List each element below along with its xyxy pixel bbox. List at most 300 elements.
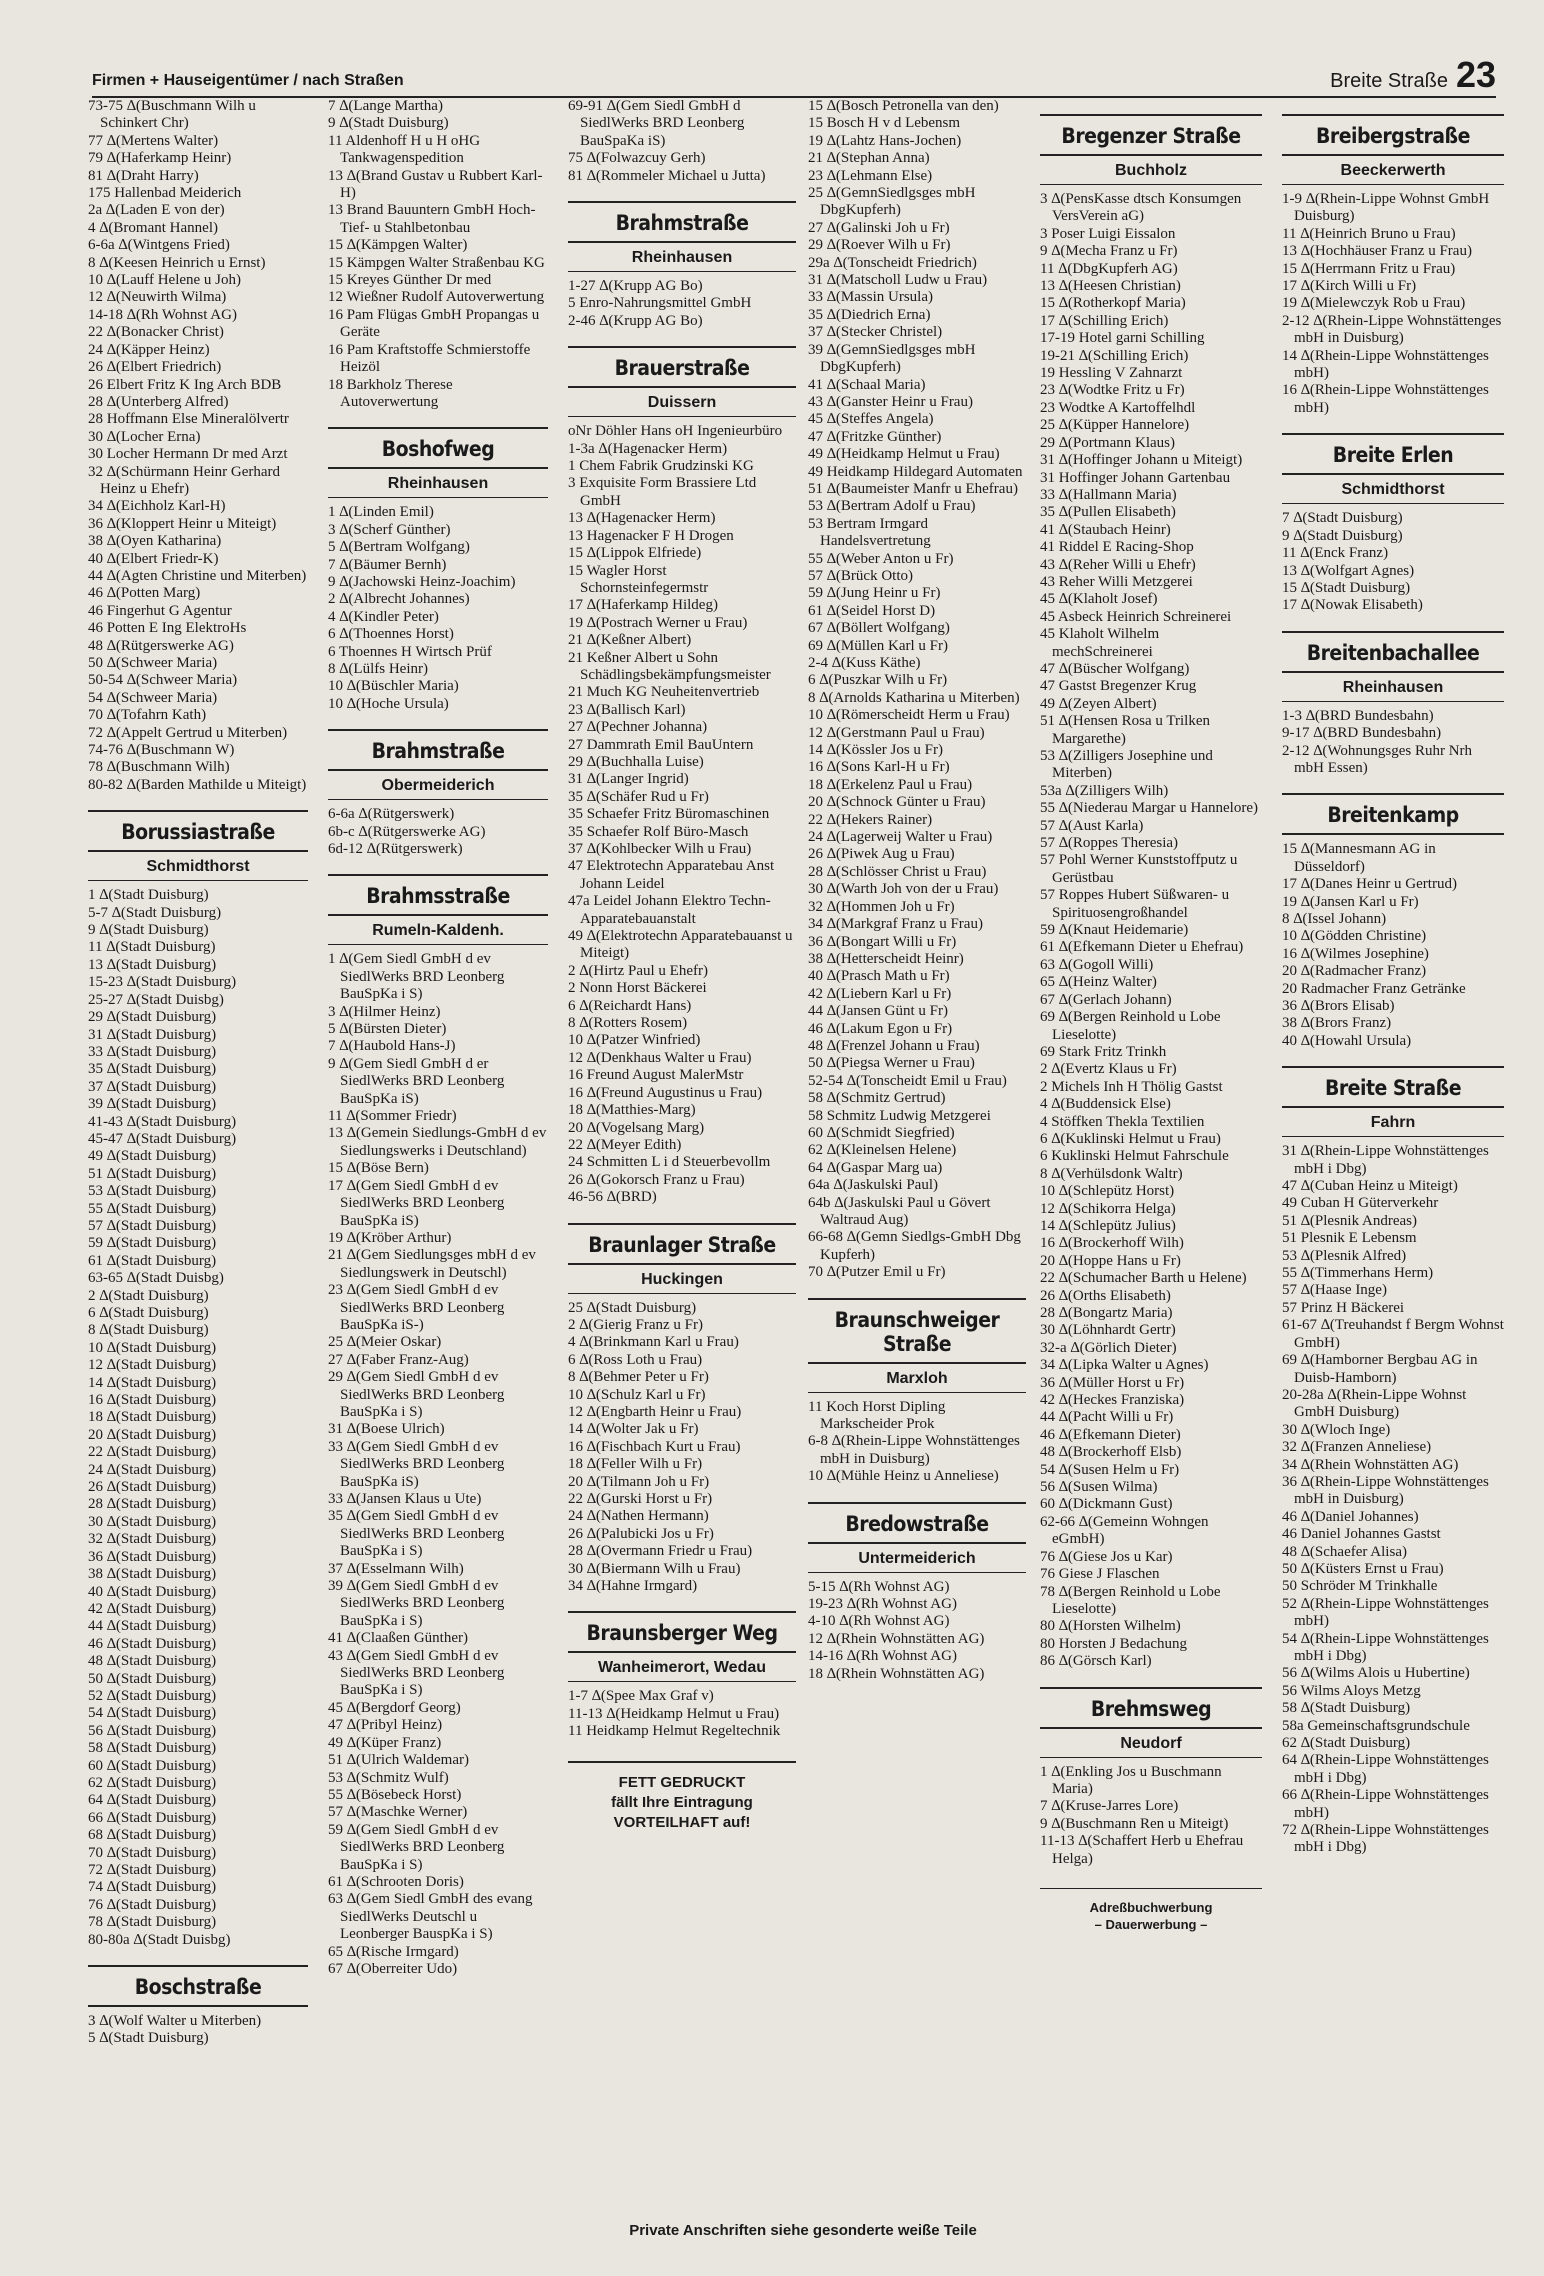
directory-entry: 2 ∆(Gierig Franz u Fr) [568,1316,703,1333]
directory-entry: 11 Koch Horst Dipling Markscheider Prok [808,1398,946,1433]
directory-entry: 6-6a ∆(Wintgens Fried) [88,237,230,254]
directory-entry: 69 ∆(Hamborner Bergbau AG in Duisb-Hamborn) [1282,1352,1478,1386]
directory-entry: 26 ∆(Piwek Aug u Frau) [808,846,955,863]
directory-entry: 25 ∆(Küpper Hannelore) [1040,417,1190,434]
street-section [328,874,548,945]
directory-entry: 33 ∆(Massin Ursula) [808,289,933,306]
directory-entry: 32-a ∆(Görlich Dieter) [1040,1339,1177,1356]
directory-entry: 30 Locher Hermann Dr med Arzt [88,446,288,463]
directory-entry: 20 Radmacher Franz Getränke [1282,980,1466,997]
directory-entry: 62 ∆(Kleinelsen Helene) [808,1142,957,1159]
directory-entry: 19 ∆(Jansen Karl u Fr) [1282,893,1419,910]
directory-entry: 31 ∆(Matscholl Ludw u Frau) [808,272,988,289]
directory-entry: 15 ∆(Stadt Duisburg) [1282,579,1411,596]
directory-entry: 20 ∆(Stadt Duisburg) [88,1426,217,1443]
directory-entry: 28 ∆(Bongartz Maria) [1040,1305,1173,1321]
directory-entry: 12 ∆(Gerstmann Paul u Frau) [808,724,985,741]
directory-entry: 44 ∆(Agten Christine und Miterben) [88,567,307,584]
directory-entry: 13 ∆(Stadt Duisburg) [88,956,217,973]
directory-entry: 66-68 ∆(Gemn Siedlgs-GmbH Dbg Kupferh) [808,1229,1021,1263]
column-6 [1282,98,1504,1857]
directory-entry: 36 ∆(Kloppert Heinr u Miteigt) [88,515,277,532]
directory-entry: 1-3 ∆(BRD Bundesbahn) [1282,707,1434,724]
directory-entry: 1-9 ∆(Rhein-Lippe Wohnst GmbH Duisburg) [1282,191,1490,225]
directory-entry: 36 ∆(Stadt Duisburg) [88,1548,217,1565]
notice-line-2: fällt Ihre Eintragung [611,1793,753,1811]
directory-entry: 15 Kreyes Günther Dr med [328,272,492,289]
street-heading: Brahmstraße [568,201,796,243]
directory-entry: 15 Wagler Horst Schornsteinfegermstr [568,562,709,596]
directory-entry: 12 ∆(Engbarth Heinr u Frau) [568,1403,742,1420]
directory-entry: 30 ∆(Wloch Inge) [1282,1421,1391,1438]
directory-entry: 53 ∆(Bertram Adolf u Frau) [808,498,976,515]
directory-entry: 6 ∆(Ross Loth u Frau) [568,1351,703,1368]
directory-entry: 21 Much KG Neuheitenvertrieb [568,684,760,701]
directory-entry: 16 Pam Flügas GmbH Propangas u Geräte [328,306,540,341]
directory-entry: 62 ∆(Stadt Duisburg) [88,1774,217,1791]
street-heading: Breibergstraße [1282,114,1504,156]
directory-entry: 48 ∆(Schaefer Alisa) [1282,1543,1407,1560]
street-heading: Braunlager Straße [568,1223,796,1265]
directory-entry: 46 Daniel Johannes Gastst [1282,1526,1441,1543]
directory-entry: 68 ∆(Stadt Duisburg) [88,1827,217,1844]
directory-entry: 43 ∆(Gem Siedl GmbH d ev SiedlWerks BRD Leonberg BauSpKa i S) [328,1647,505,1699]
directory-entry: 16 ∆(Fischbach Kurt u Frau) [568,1438,741,1455]
directory-entry: 4 ∆(Bromant Hannel) [88,219,218,236]
directory-entry: 44 ∆(Pacht Willi u Fr) [1040,1409,1174,1426]
directory-entry: 66 ∆(Stadt Duisburg) [88,1809,217,1826]
directory-entry: 10 ∆(Büschler Maria) [328,678,459,695]
directory-entry: 58a Gemeinschaftsgrundschule [1282,1717,1470,1734]
directory-entry: 14-18 ∆(Rh Wohnst AG) [88,306,237,323]
directory-entry: 23 Wodtke A Kartoffelhdl [1040,399,1196,416]
directory-entry: 9 ∆(Stadt Duisburg) [1282,527,1403,544]
directory-entry: 40 ∆(Elbert Friedr-K) [88,550,219,567]
directory-entry: 13 ∆(Hagenacker Herm) [568,510,716,527]
directory-entry: 26 ∆(Orths Elisabeth) [1040,1287,1171,1304]
directory-entry: 51 ∆(Plesnik Andreas) [1282,1212,1417,1229]
directory-entry: 81 ∆(Rommeler Michael u Jutta) [568,167,766,184]
directory-entry: 15 Bosch H v d Lebensm [808,115,961,132]
directory-entry: 7 ∆(Haubold Hans-J) [328,1038,456,1055]
directory-entry: 9 ∆(Mecha Franz u Fr) [1040,243,1178,260]
street-section [88,1965,308,2007]
directory-entry: 6 ∆(Kuklinski Helmut u Frau) [1040,1130,1221,1147]
directory-entry: 46 ∆(Efkemann Dieter) [1040,1426,1181,1443]
directory-entry: 19 Hessling V Zahnarzt [1040,365,1183,382]
district-heading: Schmidthorst [1282,475,1504,504]
directory-entry: 13 ∆(Wolfgart Agnes) [1282,562,1415,579]
street-heading: Braunschweiger Straße [808,1298,1026,1364]
directory-entry: 13 Hagenacker F H Drogen [568,527,734,544]
directory-entry: 54 ∆(Susen Helm u Fr) [1040,1461,1180,1478]
directory-entry: 5-7 ∆(Stadt Duisburg) [88,904,222,921]
directory-entry: 12 Wießner Rudolf Autoverwertung [328,289,545,306]
directory-entry: 41 ∆(Staubach Heinr) [1040,521,1171,538]
district-heading: Neudorf [1040,1729,1262,1758]
directory-entry: 29 ∆(Roever Wilh u Fr) [808,237,951,254]
directory-entry: 50-54 ∆(Schweer Maria) [88,672,238,689]
directory-entry: 39 ∆(Gem Siedl GmbH d ev SiedlWerks BRD Leonberg BauSpKa i S) [328,1578,505,1629]
directory-entry: 2-46 ∆(Krupp AG Bo) [568,312,703,329]
district-heading: Rumeln-Kaldenh. [328,916,548,945]
directory-entry: 26 ∆(Stadt Duisburg) [88,1479,217,1496]
directory-entry: 26 Elbert Fritz K Ing Arch BDB [88,376,282,393]
directory-entry: 49 ∆(Heidkamp Helmut u Frau) [808,446,1000,463]
directory-entry: 31 ∆(Langer Ingrid) [568,771,689,788]
directory-entry: 18 ∆(Feller Wilh u Fr) [568,1456,703,1473]
directory-entry: 10 ∆(Lauff Helene u Joh) [88,272,242,289]
directory-entry: 35 ∆(Pullen Elisabeth) [1040,504,1176,521]
directory-entry: 61 ∆(Efkemann Dieter u Ehefrau) [1040,939,1244,956]
directory-entry: 72 ∆(Rhein-Lippe Wohnstättenges mbH i Dbg) [1282,1822,1489,1856]
directory-entry: 24 ∆(Lagerweij Walter u Frau) [808,829,993,846]
directory-entry: 28 Hoffmann Else Mineralölvertr [88,411,289,428]
directory-entry: 67 ∆(Böllert Wolfgang) [808,620,950,637]
directory-entry: 46 ∆(Daniel Johannes) [1282,1508,1419,1525]
directory-entry: 69 ∆(Müllen Karl u Fr) [808,637,948,654]
directory-entry: 17 ∆(Schilling Erich) [1040,312,1169,329]
directory-entry: 63-65 ∆(Stadt Duisbg) [88,1270,224,1287]
street-section [328,427,548,498]
directory-entry: 25 ∆(Stadt Duisburg) [568,1299,697,1316]
directory-entry: 74 ∆(Stadt Duisburg) [88,1879,217,1896]
directory-entry: 41-43 ∆(Stadt Duisburg) [88,1113,237,1130]
directory-entry: 30 ∆(Löhnhardt Gertr) [1040,1322,1176,1339]
directory-entry: 65 ∆(Rische Irmgard) [328,1943,459,1960]
district-heading: Schmidthorst [88,852,308,881]
directory-entry: 18 ∆(Rhein Wohnstätten AG) [808,1665,985,1682]
directory-entry: 50 ∆(Schweer Maria) [88,655,218,671]
directory-entry: 78 ∆(Buschmann Wilh) [88,759,230,776]
directory-entry: 46 Potten E Ing ElektroHs [88,620,247,637]
directory-entry: 64 ∆(Rhein-Lippe Wohnstättenges mbH i Dbg) [1282,1752,1489,1786]
directory-entry: 1-27 ∆(Krupp AG Bo) [568,278,703,295]
directory-entry: 53a ∆(Zilligers Wilh) [1040,782,1169,799]
district-heading: Fahrn [1282,1108,1504,1137]
directory-entry: 4 ∆(Brinkmann Karl u Frau) [568,1334,739,1351]
district-heading: Untermeiderich [808,1544,1026,1573]
directory-entry: 1 ∆(Linden Emil) [328,504,434,521]
directory-entry: 20 ∆(Radmacher Franz) [1282,963,1427,980]
directory-entry: 31 ∆(Hoffinger Johann u Miteigt) [1040,452,1243,469]
directory-entry: 31 ∆(Boese Ulrich) [328,1421,445,1438]
directory-entry: 6-6a ∆(Rütgerswerk) [328,806,455,823]
directory-entry: 35 ∆(Diedrich Erna) [808,306,931,323]
directory-entry: 1-3a ∆(Hagenacker Herm) [568,440,728,457]
directory-entry: 11-13 ∆(Heidkamp Helmut u Frau) [568,1705,780,1722]
street-heading: Breite Straße [1282,1066,1504,1108]
directory-entry: 32 ∆(Stadt Duisburg) [88,1531,217,1548]
street-heading: Breitenbachallee [1282,631,1504,673]
directory-entry: 58 ∆(Stadt Duisburg) [1282,1700,1411,1717]
directory-entry: 22 ∆(Bonacker Christ) [88,324,224,341]
directory-entry: 86 ∆(Görsch Karl) [1040,1653,1152,1670]
directory-entry: 9 ∆(Buschmann Ren u Miteigt) [1040,1815,1229,1832]
street-heading: Brehmsweg [1040,1687,1262,1729]
directory-entry: 3 ∆(PensKasse dtsch Konsumgen VersVerein aG) [1040,191,1242,225]
directory-entry: 8 ∆(Lülfs Heinr) [328,660,428,677]
directory-entry: 46 Fingerhut G Agentur [88,602,232,619]
directory-entry: 57 ∆(Maschke Werner) [328,1804,468,1821]
header-street-range [1330,54,1496,96]
directory-entry: 66 ∆(Rhein-Lippe Wohnstättenges mbH) [1282,1787,1489,1821]
directory-entry: 45 ∆(Klaholt Josef) [1040,591,1158,608]
directory-entry: 36 ∆(Müller Horst u Fr) [1040,1374,1185,1391]
directory-entry: 33 ∆(Jansen Klaus u Ute) [328,1491,482,1507]
directory-entry: 3 Poser Luigi Eissalon [1040,225,1176,242]
street-section [568,1223,796,1294]
directory-entry: 60 ∆(Dickmann Gust) [1040,1496,1173,1513]
directory-entry: 76 ∆(Giese Jos u Kar) [1040,1548,1173,1565]
directory-entry: 80-80a ∆(Stadt Duisbg) [88,1931,231,1948]
directory-entry: 46 ∆(Lakum Egon u Fr) [808,1020,953,1037]
directory-entry: 27 Dammrath Emil BauUntern [568,736,754,753]
directory-entry: 12 ∆(Schikorra Helga) [1040,1200,1176,1217]
directory-entry: 44 ∆(Jansen Günt u Fr) [808,1003,948,1020]
directory-entry: 23 ∆(Gem Siedl GmbH d ev SiedlWerks BRD Leonberg BauSpKa iS-) [328,1282,505,1333]
directory-entry: 64b ∆(Jaskulski Paul u Gövert Waltraud Aug) [808,1194,991,1228]
directory-entry: 8 ∆(Keesen Heinrich u Ernst) [88,254,266,271]
directory-entry: 55 ∆(Weber Anton u Fr) [808,550,954,567]
directory-entry: 64a ∆(Jaskulski Paul) [808,1177,938,1194]
directory-entry: 5 ∆(Stadt Duisburg) [88,2030,209,2047]
directory-entry: 175 Hallenbad Meiderich [88,185,242,202]
directory-entry: 15 ∆(Lippok Elfriede) [568,545,702,562]
directory-entry: 39 ∆(Stadt Duisburg) [88,1096,217,1113]
directory-entry: 10 ∆(Hoche Ursula) [328,695,449,712]
directory-entry: 59 ∆(Stadt Duisburg) [88,1235,217,1252]
directory-entry: 34 ∆(Rhein Wohnstätten AG) [1282,1456,1459,1473]
directory-entry: 11-13 ∆(Schaffert Herb u Ehefrau Helga) [1040,1833,1244,1867]
directory-entry: 16 ∆(Sons Karl-H u Fr) [808,759,950,776]
directory-entry: 52 ∆(Stadt Duisburg) [88,1687,217,1704]
column-2 [328,98,548,1978]
directory-entry: 61 ∆(Stadt Duisburg) [88,1252,217,1269]
directory-entry: 15 ∆(Kämpgen Walter) [328,237,468,254]
directory-entry: 15 ∆(Mannesmann AG in Düsseldorf) [1282,841,1436,875]
directory-entry: 52 ∆(Rhein-Lippe Wohnstättenges mbH) [1282,1595,1489,1630]
directory-entry: 8 ∆(Arnolds Katharina u Miterben) [808,689,1020,706]
directory-entry: 51 Plesnik E Lebensm [1282,1230,1417,1247]
directory-entry: 17-19 Hotel garni Schilling [1040,330,1205,347]
directory-entry: 48 ∆(Stadt Duisburg) [88,1653,217,1670]
directory-entry: 15 ∆(Böse Bern) [328,1160,429,1177]
district-heading: Duissern [568,388,796,417]
directory-entry: 70 ∆(Tofahrn Kath) [88,707,207,724]
directory-entry: 6 ∆(Reichardt Hans) [568,997,692,1014]
directory-entry: 45-47 ∆(Stadt Duisburg) [88,1130,237,1147]
directory-entry: 42 ∆(Heckes Franziska) [1040,1392,1185,1409]
street-section [568,1611,796,1682]
directory-entry: 46 ∆(Potten Marg) [88,585,201,602]
directory-entry: 54 ∆(Schweer Maria) [88,689,218,706]
directory-entry: 5-15 ∆(Rh Wohnst AG) [808,1578,950,1595]
district-heading: Obermeiderich [328,771,548,800]
street-heading: Borussiastraße [88,810,308,852]
directory-entry: 12 ∆(Stadt Duisburg) [88,1357,217,1374]
directory-entry: 36 ∆(Bongart Willi u Fr) [808,933,957,950]
directory-entry: 33 ∆(Stadt Duisburg) [88,1043,217,1060]
directory-entry: 43 ∆(Ganster Heinr u Frau) [808,393,973,410]
directory-entry: 56 ∆(Stadt Duisburg) [88,1722,217,1739]
directory-entry: 45 Klaholt Wilhelm mechSchreinerei [1040,626,1160,660]
directory-entry: 6 ∆(Thoennes Horst) [328,626,454,643]
directory-entry: 57 Prinz H Bäckerei [1282,1299,1405,1316]
directory-entry: 38 ∆(Brors Franz) [1282,1015,1392,1032]
directory-entry: 10 ∆(Gödden Christine) [1282,928,1427,945]
directory-entry: 36 ∆(Brors Elisab) [1282,998,1395,1014]
directory-entry: 37 ∆(Kohlbecker Wilh u Frau) [568,841,752,857]
directory-entry: 2 ∆(Albrecht Johannes) [328,591,470,608]
directory-entry: 61 ∆(Seidel Horst D) [808,602,936,619]
directory-entry: 42 ∆(Stadt Duisburg) [88,1600,217,1617]
directory-entry: 43 ∆(Reher Willi u Ehefr) [1040,556,1196,573]
directory-entry: 53 Bertram Irmgard Handelsvertretung [808,515,931,550]
directory-entry: 4 ∆(Kindler Peter) [328,608,439,625]
directory-entry: 12 ∆(Rhein Wohnstätten AG) [808,1630,985,1647]
directory-entry: 51 ∆(Hensen Rosa u Trilken Margarethe) [1040,713,1211,747]
directory-entry: 17 ∆(Kirch Willi u Fr) [1282,278,1417,295]
advertising-notice [1040,1888,1262,1933]
street-section [1282,114,1504,185]
street-section [568,201,796,272]
directory-entry: 16 ∆(Wilmes Josephine) [1282,945,1429,962]
directory-entry: 22 ∆(Schumacher Barth u Helene) [1040,1270,1247,1287]
directory-entry: 3 Exquisite Form Brassiere Ltd GmbH [568,475,757,509]
directory-entry: 61 ∆(Schrooten Doris) [328,1873,464,1890]
directory-entry: 13 ∆(Heesen Christian) [1040,278,1181,295]
directory-entry: 19 ∆(Kröber Arthur) [328,1229,452,1246]
directory-entry: 4-10 ∆(Rh Wohnst AG) [808,1613,950,1630]
directory-entry: 45 Asbeck Heinrich Schreinerei [1040,608,1232,625]
street-section [1282,433,1504,504]
directory-entry: 17 ∆(Haferkamp Hildeg) [568,597,718,614]
directory-entry: 23 ∆(Wodtke Fritz u Fr) [1040,382,1185,399]
directory-entry: 11 ∆(Heinrich Bruno u Frau) [1282,225,1456,242]
directory-entry: 47 ∆(Büscher Wolfgang) [1040,660,1190,677]
directory-entry: 3 ∆(Wolf Walter u Miterben) [88,2013,262,2030]
district-heading: Rheinhausen [1282,673,1504,702]
street-heading: Bregenzer Straße [1040,114,1262,156]
directory-entry: 9 ∆(Jachowski Heinz-Joachim) [328,573,516,590]
directory-entry: 50 Schröder M Trinkhalle [1282,1578,1438,1595]
directory-entry: 26 ∆(Palubicki Jos u Fr) [568,1525,714,1542]
directory-entry: 64 ∆(Stadt Duisburg) [88,1792,217,1809]
street-section [1282,631,1504,702]
directory-entry: 55 ∆(Niederau Margar u Hannelore) [1040,800,1258,817]
directory-entry: 17 ∆(Nowak Elisabeth) [1282,597,1423,614]
directory-entry: 28 ∆(Overmann Friedr u Frau) [568,1543,753,1560]
street-heading: Brahmsstraße [328,874,548,916]
directory-entry: 7 ∆(Stadt Duisburg) [1282,510,1403,527]
directory-entry: 58 ∆(Schmitz Gertrud) [808,1090,946,1107]
directory-entry: 34 ∆(Lipka Walter u Agnes) [1040,1357,1209,1374]
directory-entry: 2a ∆(Laden E von der) [88,202,225,219]
street-heading: Breitenkamp [1282,793,1504,835]
directory-entry: 6d-12 ∆(Rütgerswerk) [328,841,463,857]
directory-entry: 35 Schaefer Fritz Büromaschinen [568,806,770,823]
directory-entry: 69 ∆(Bergen Reinhold u Lobe Lieselotte) [1040,1009,1221,1043]
directory-entry: 35 Schaefer Rolf Büro-Masch [568,823,749,840]
district-heading: Buchholz [1040,156,1262,185]
street-section [328,729,548,800]
bold-print-notice [568,1761,796,1833]
directory-entry: 50 ∆(Piegsa Werner u Frau) [808,1055,975,1072]
directory-entry: 1-7 ∆(Spee Max Graf v) [568,1688,714,1705]
directory-entry: 19 ∆(Mielewczyk Rob u Frau) [1282,295,1466,312]
directory-entry: 49 ∆(Zeyen Albert) [1040,695,1157,712]
directory-entry: 21 ∆(Gem Siedlungsges mbH d ev Siedlungswerk in Deutschl) [328,1247,536,1281]
directory-entry: 49 ∆(Küper Franz) [328,1734,442,1751]
directory-entry: 40 ∆(Howahl Ursula) [1282,1032,1412,1049]
directory-entry: 15 ∆(Bosch Petronella van den) [808,98,999,114]
directory-entry: 38 ∆(Oyen Katharina) [88,533,222,550]
directory-entry: 9-17 ∆(BRD Bundesbahn) [1282,725,1442,742]
directory-entry: 3 ∆(Hilmer Heinz) [328,1003,441,1020]
directory-entry: 58 Schmitz Ludwig Metzgerei [808,1107,991,1124]
directory-entry: 16 ∆(Freund Augustinus u Frau) [568,1084,763,1101]
directory-entry: 15 ∆(Herrmann Fritz u Frau) [1282,260,1456,277]
directory-entry: 9 ∆(Stadt Duisburg) [88,922,209,939]
directory-entry: 50 ∆(Küsters Ernst u Frau) [1282,1560,1444,1577]
directory-entry: 11 Aldenhoff H u H oHG Tankwagenspedition [328,132,481,167]
directory-entry: 2-12 ∆(Rhein-Lippe Wohnstättenges mbH in Duisburg) [1282,312,1502,347]
directory-entry: 51 ∆(Ulrich Waldemar) [328,1752,469,1769]
directory-entry: 57 ∆(Haase Inge) [1282,1282,1387,1299]
directory-entry: 6b-c ∆(Rütgerswerke AG) [328,823,486,840]
directory-entry: 41 ∆(Schaal Maria) [808,376,926,393]
directory-entry: 18 ∆(Matthies-Marg) [568,1102,696,1119]
header-street: Breite Straße [1330,70,1448,92]
directory-entry: 72 ∆(Appelt Gertrud u Miterben) [88,724,288,741]
directory-entry: 21 ∆(Keßner Albert) [568,632,692,649]
directory-entry: 32 ∆(Schürmann Heinr Gerhard Heinz u Ehefr) [88,463,281,497]
directory-entry: 28 ∆(Stadt Duisburg) [88,1496,217,1513]
directory-entry: 57 Pohl Werner Kunststoffputz u Gerüstbau [1040,852,1238,886]
directory-entry: 22 ∆(Meyer Edith) [568,1136,682,1153]
directory-entry: 5 Enro-Nahrungsmittel GmbH [568,295,752,312]
directory-entry: 25-27 ∆(Stadt Duisbg) [88,991,224,1008]
directory-entry: 40 ∆(Stadt Duisburg) [88,1583,217,1600]
directory-entry: 67 ∆(Gerlach Johann) [1040,991,1172,1008]
directory-entry: 78 ∆(Bergen Reinhold u Lobe Lieselotte) [1040,1583,1221,1617]
directory-entry: 2 Nonn Horst Bäckerei [568,980,707,997]
directory-entry: 78 ∆(Stadt Duisburg) [88,1914,217,1931]
directory-entry: 22 ∆(Gurski Horst u Fr) [568,1491,713,1507]
directory-entry: 30 ∆(Stadt Duisburg) [88,1513,217,1530]
street-section [808,1502,1026,1573]
directory-entry: 38 ∆(Hetterscheidt Heinr) [808,950,964,967]
directory-entry: 29 ∆(Gem Siedl GmbH d ev SiedlWerks BRD Leonberg BauSpKa i S) [328,1369,505,1420]
district-heading: Rheinhausen [568,243,796,272]
directory-entry: 52-54 ∆(Tonscheidt Emil u Frau) [808,1072,1007,1089]
directory-entry: 37 ∆(Stecker Christel) [808,324,943,341]
district-heading: Beeckerwerth [1282,156,1504,185]
directory-entry: 59 ∆(Gem Siedl GmbH d ev SiedlWerks BRD Leonberg BauSpKa i S) [328,1821,505,1873]
directory-entry: 74-76 ∆(Buschmann W) [88,742,235,759]
street-heading: Boshofweg [328,427,548,469]
directory-entry: 11 ∆(Enck Franz) [1282,545,1389,562]
directory-entry: 25 ∆(Meier Oskar) [328,1334,442,1351]
directory-entry: 28 ∆(Schlösser Christ u Frau) [808,863,987,880]
directory-entry: 1 ∆(Stadt Duisburg) [88,887,209,904]
directory-entry: 49 Cuban H Güterverkehr [1282,1195,1439,1212]
street-section [808,1298,1026,1393]
directory-entry: 48 ∆(Rütgerswerke AG) [88,637,234,654]
directory-entry: 14 ∆(Wolter Jak u Fr) [568,1421,699,1438]
directory-entry: 13 ∆(Gemein Siedlungs-GmbH d ev Siedlungswerks i Deutschland) [328,1125,547,1159]
